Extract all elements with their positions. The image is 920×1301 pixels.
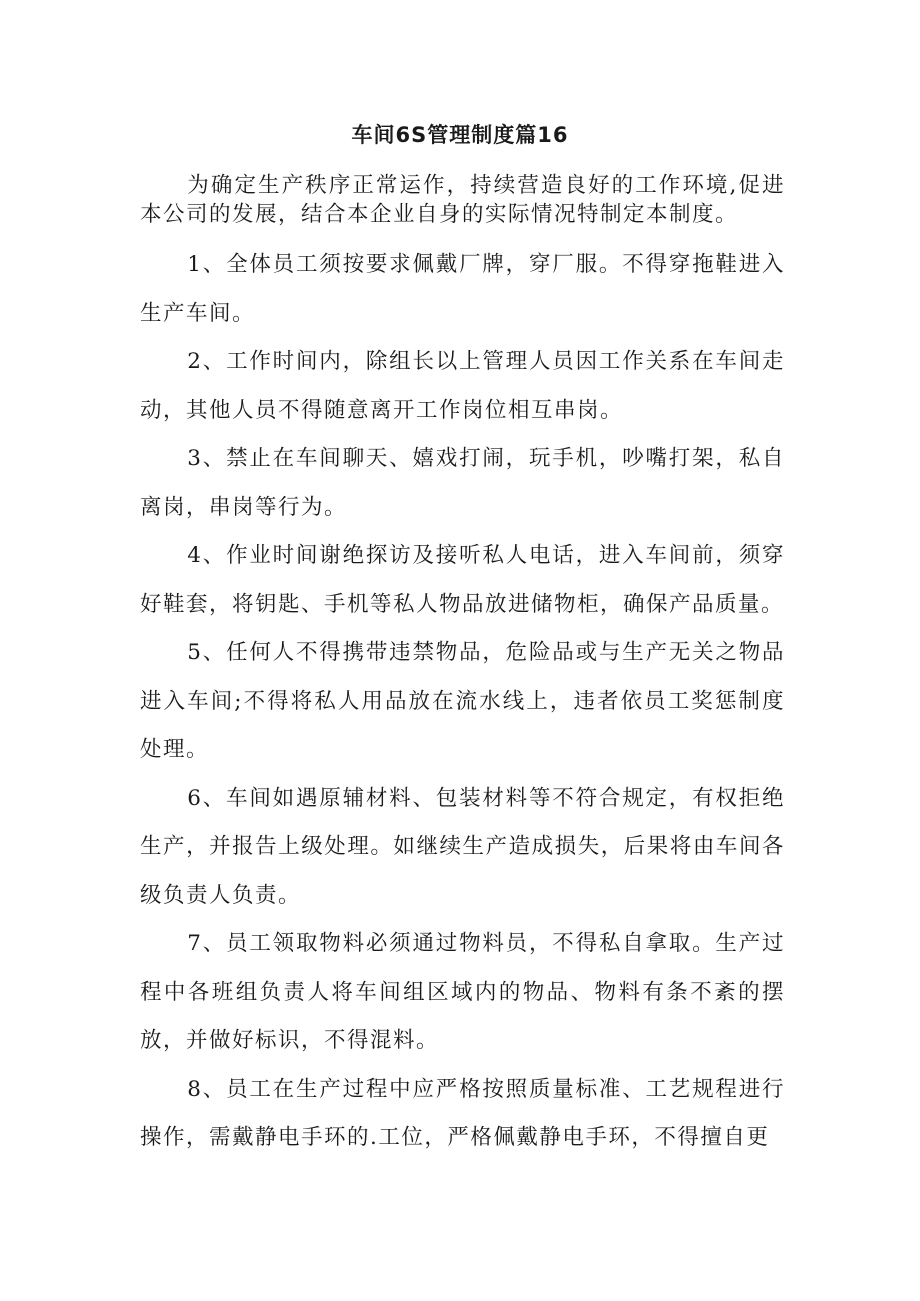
document-title: 车间6S管理制度篇16 — [351, 123, 569, 147]
rule-paragraph-3: 3、禁止在车间聊天、嬉戏打闹，玩手机，吵嘴打架，私自离岗，串岗等行为。 — [140, 446, 785, 520]
rule-paragraph-7: 7、员工领取物料必须通过物料员，不得私自拿取。生产过程中各班组负责人将车间组区域内的物品、物料有条不紊的摆放，并做好标识，不得混料。 — [140, 931, 785, 1053]
rule-paragraph-5: 5、任何人不得携带违禁物品，危险品或与生产无关之物品进入车间;不得将私人用品放在流水线上，违者依员工奖惩制度处理。 — [140, 640, 785, 762]
rule-paragraph-6: 6、车间如遇原辅材料、包装材料等不符合规定，有权拒绝生产，并报告上级处理。如继续生产造成损失，后果将由车间各级负责人负责。 — [140, 785, 785, 908]
rule-paragraph-2: 2、工作时间内，除组长以上管理人员因工作关系在车间走动，其他人员不得随意离开工作岗位相互串岗。 — [140, 349, 785, 423]
intro-paragraph: 为确定生产秩序正常运作，持续营造良好的工作环境,促进本公司的发展，结合本企业自身的实际情况特制定本制度。 — [140, 173, 785, 227]
document-body — [140, 171, 785, 1163]
rule-paragraph-1: 1、全体员工须按要求佩戴厂牌，穿厂服。不得穿拖鞋进入生产车间。 — [140, 252, 785, 326]
rule-paragraph-4: 4、作业时间谢绝探访及接听私人电话，进入车间前，须穿好鞋套，将钥匙、手机等私人物品放进储物柜，确保产品质量。 — [140, 543, 785, 617]
rule-paragraph-8: 8、员工在生产过程中应严格按照质量标准、工艺规程进行操作，需戴静电手环的.工位，严格佩戴静电手环，不得擅自更 — [140, 1076, 785, 1150]
